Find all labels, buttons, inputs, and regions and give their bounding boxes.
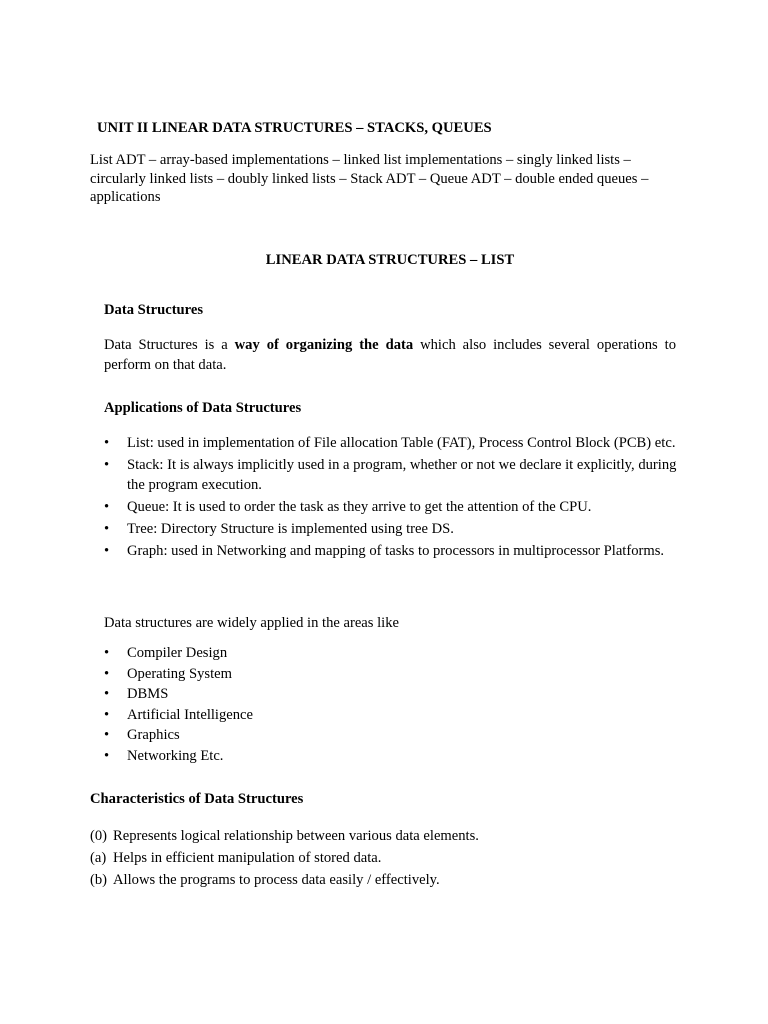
list-item	[104, 455, 679, 495]
list-item	[90, 825, 690, 847]
list-item	[104, 664, 253, 685]
list-item-text: Graph: used in Networking and mapping of tasks to processors in multiprocessor Platforms.	[127, 543, 665, 559]
areas-intro: Data structures are widely applied in the areas like	[104, 615, 399, 631]
list-item-text: Networking Etc.	[127, 747, 224, 764]
list-item	[90, 847, 690, 869]
definition-prefix: Data Structures is a	[104, 337, 235, 353]
bullet-icon: •	[104, 727, 110, 744]
bullet-icon: •	[104, 665, 110, 682]
list-item	[104, 705, 253, 726]
bullet-icon: •	[104, 543, 110, 559]
list-item-text: Stack: It is always implicitly used in a program, whether or not we declare it explicitly, during the program execution.	[127, 457, 677, 493]
data-structures-definition	[104, 336, 676, 375]
list-item-text: Artificial Intelligence	[127, 706, 254, 723]
list-item	[104, 519, 679, 539]
applications-heading: Applications of Data Structures	[104, 400, 302, 416]
data-structures-heading: Data Structures	[104, 302, 204, 318]
bullet-icon: •	[104, 457, 110, 473]
characteristics-heading: Characteristics of Data Structures	[90, 791, 304, 807]
bullet-icon: •	[104, 686, 110, 703]
unit-title: UNIT II LINEAR DATA STRUCTURES – STACKS, QUEUES	[97, 120, 492, 136]
bullet-icon: •	[104, 706, 110, 723]
list-marker: (b)	[90, 872, 108, 888]
list-item	[104, 684, 253, 705]
list-item-text: Tree: Directory Structure is implemented using tree DS.	[127, 521, 454, 537]
list-item	[104, 725, 253, 746]
list-marker: (0)	[90, 828, 108, 844]
section-title: LINEAR DATA STRUCTURES – LIST	[265, 252, 515, 268]
characteristics-list	[90, 825, 690, 891]
bullet-icon: •	[104, 645, 110, 661]
bullet-icon: •	[104, 435, 110, 451]
list-item-text: Represents logical relationship between various data elements.	[113, 828, 479, 844]
definition-bold: way of organizing the data	[234, 337, 414, 353]
bullet-icon: •	[104, 499, 110, 515]
list-item	[104, 433, 679, 453]
list-item	[104, 541, 679, 561]
definition-suffix: which also includes several operations to perform on that data.	[104, 337, 676, 373]
syllabus-paragraph: List ADT – array-based implementations – linked list implementations – singly linked lists – circularly linked lists – doubly linked lists – Stack ADT – Queue ADT – double ended queues – applications	[90, 152, 649, 205]
applications-list	[104, 433, 679, 563]
areas-list	[104, 643, 253, 767]
list-item	[104, 643, 253, 664]
list-item-text: Compiler Design	[127, 645, 228, 661]
list-item-text: List: used in implementation of File allocation Table (FAT), Process Control Block (PCB) etc.	[127, 435, 676, 451]
bullet-icon: •	[104, 521, 110, 537]
list-item	[90, 869, 690, 891]
list-item-text: DBMS	[127, 686, 169, 703]
bullet-icon: •	[104, 747, 110, 764]
list-item	[104, 746, 253, 767]
list-item-text: Helps in efficient manipulation of stored data.	[113, 850, 382, 866]
list-item-text: Queue: It is used to order the task as they arrive to get the attention of the CPU.	[127, 499, 592, 515]
list-item-text: Operating System	[127, 665, 232, 682]
list-item-text: Graphics	[127, 727, 180, 744]
list-marker: (a)	[90, 850, 107, 866]
list-item	[104, 497, 679, 517]
list-item-text: Allows the programs to process data easily / effectively.	[113, 872, 440, 888]
